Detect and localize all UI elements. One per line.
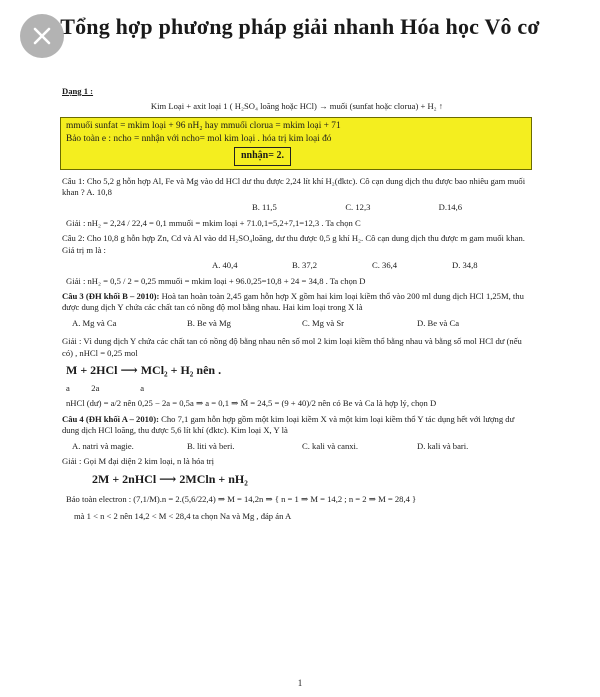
q3-option-c: C. Mg và Sr — [302, 317, 345, 328]
q3-option-d: D. Be và Ca — [417, 317, 460, 328]
q2-option-d: D. 34,8 — [452, 260, 478, 271]
q4-final: mà 1 < n < 2 nên 14,2 < M < 28,4 ta chọn Na và Mg , đáp án A — [74, 510, 292, 521]
dang1-heading: Dạng 1 : — [62, 86, 94, 96]
q3-option-a: A. Mg và Ca — [72, 317, 117, 328]
q4-reaction: 2M + 2nHCl ⟶ 2MCln + nH₂ — [92, 471, 248, 486]
q1-text: Câu 1: Cho 5,2 g hỗn hợp Al, Fe và Mg vào dd HCl dư thu được 2,24 lít khí H₂(đktc). Cô cạn dung dịch thu được bao nhiêu gam muối khan ? A. 10,8 — [62, 175, 526, 198]
highlight-line-1: mmuối sunfat = mkim loại + 96 nH₂ hay mmuối clorua = mkim loại + 71 — [66, 120, 341, 131]
q4-option-d: D. kali và bari. — [417, 440, 469, 451]
q1-option-c: C. 12,3 — [345, 202, 371, 213]
q2-solution: Giải : nH₂ = 0,5 / 2 = 0,25 mmuối = mkim loại + 96.0,25=10,8 + 24 = 34,8 . Ta chọn D — [66, 275, 366, 286]
highlight-line-3: nnhận= 2. — [234, 147, 291, 166]
q4-label: Câu 4 (ĐH khối A – 2010): — [62, 413, 159, 424]
q1-options — [62, 202, 532, 213]
q2-option-a: A. 40,4 — [212, 260, 238, 271]
q3-solution: Giải : Vì dung dịch Y chứa các chất tan có nồng độ bằng nhau nên số mol 2 kim loại kiềm thổ bằng nhau và bằng số mol HCl dư (nếu có) , nHCl = 0,25 mol — [62, 336, 522, 358]
q1-option-b: B. 11,5 — [252, 202, 277, 213]
q3-option-b: B. Be và Mg — [187, 317, 231, 328]
highlight-box — [60, 117, 532, 170]
q4-option-c: C. kali và canxi. — [302, 440, 359, 451]
q4-option-a: A. natri và magie. — [72, 440, 134, 451]
q4-text: Cho 7,1 gam hỗn hợp gồm một kim loại kiềm X và một kim loại kiềm thổ Y tác dụng hết với lượng dư dung dịch HCl loãng, thu được 5,6 lít khí (đktc). Kim loại X, Y là — [62, 413, 515, 436]
q3-label: Câu 3 (ĐH khối B – 2010): — [62, 290, 160, 301]
q2-option-c: C. 36,4 — [372, 260, 398, 271]
q4-balance: Bảo toàn electron : (7,1/M).n = 2.(5,6/22,4) ⇒ M = 14,2n ⇒ { n = 1 ⇒ M = 14,2 ; n = 2 ⇒ M = 28,4 } — [66, 493, 417, 504]
q2-options — [62, 260, 532, 271]
q1-solution: Giải : nH₂ = 2,24 / 22,4 = 0,1 mmuối = mkim loại + 71.0,1=5,2+7,1=12,3 . Ta chọn C — [66, 217, 361, 228]
q3-final: nHCl (dư) = a/2 nên 0,25 − 2a = 0,5a ⇒ a = 0,1 ⇒ M̄ = 24,5 = (9 + 40)/2 nên có Be và Ca là hợp lý, chọn D — [66, 398, 437, 409]
q3-reaction: M + 2HCl ⟶ MCl₂ + H₂ nên . — [66, 363, 222, 378]
page-number: 1 — [297, 678, 303, 688]
q4-options — [62, 441, 532, 452]
q2-option-b: B. 37,2 — [292, 260, 318, 271]
highlight-line-2: Bảo toàn e : ncho = nnhận với ncho= mol kim loại . hóa trị kim loại đó — [66, 134, 332, 145]
page-title: Tổng hợp phương pháp giải nhanh Hóa học Vô cơ — [60, 14, 540, 39]
q3-options — [62, 318, 532, 329]
q3-ratio: a 2a a — [66, 383, 145, 394]
document-body — [62, 86, 532, 526]
q2-text: Câu 2: Cho 10,8 g hỗn hợp Zn, Cd và Al vào dd H₂SO₄loãng, dư thu được 0,5 g khí H₂. Cô cạn dung dịch thu được m gam muối khan. Giá trị m là : — [62, 233, 525, 255]
q4-option-b: B. liti và beri. — [187, 440, 235, 451]
q1-option-d: D.14,6 — [438, 202, 463, 213]
q4-solution: Giải : Gọi M đại diện 2 kim loại, n là hóa trị — [62, 456, 215, 467]
dang1-formula: Kim Loại + axit loại 1 ( H₂SO₄ loãng hoặc HCl) → muối (sunfat hoặc clorua) + H₂ ↑ — [150, 101, 444, 112]
q3-text: Hoà tan hoàn toàn 2,45 gam hỗn hợp X gồm hai kim loại kiềm thổ vào 200 ml dung dịch HCl 1,25M, thu được dung dịch Y chứa các chất tan có nồng độ mol bằng nhau. Hai kim loại trong X là — [62, 290, 524, 313]
